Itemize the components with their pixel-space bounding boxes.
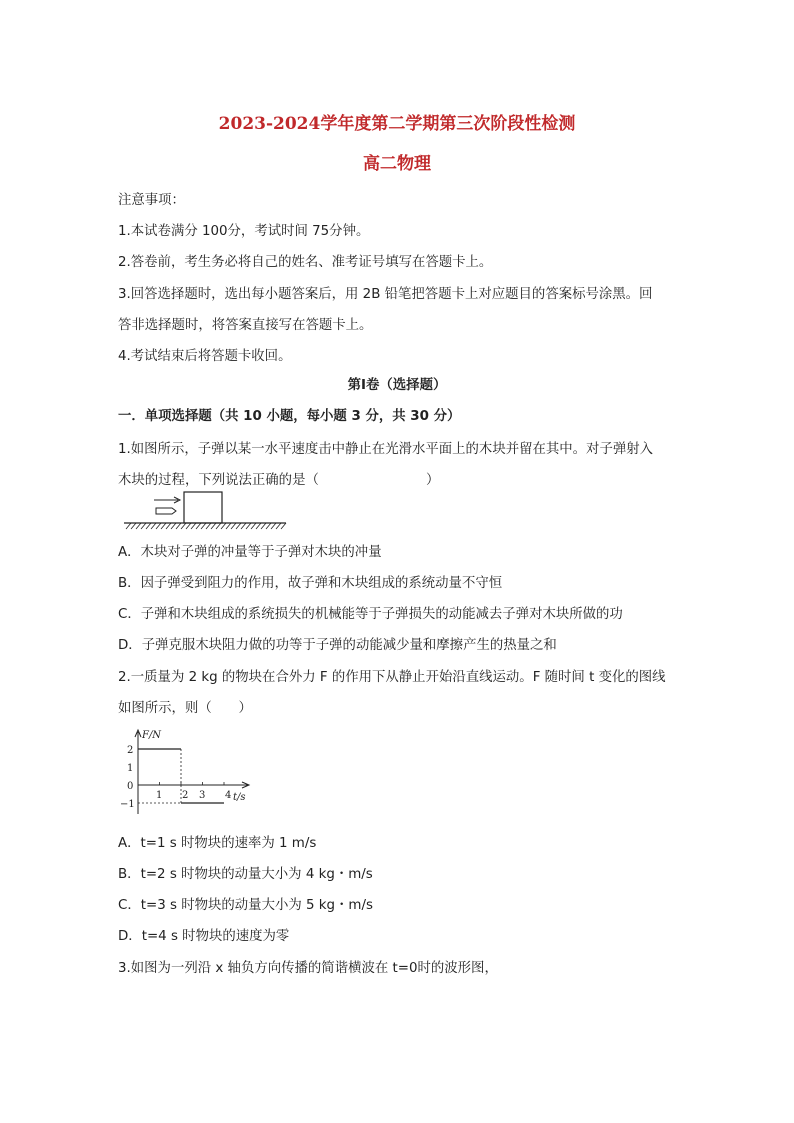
q1-option-d: D．子弹克服木块阻力做的功等于子弹的动能减少量和摩擦产生的热量之和	[118, 638, 557, 653]
q2-option-d: D．t=4 s 时物块的速度为零	[118, 929, 290, 944]
q1-stem: 1.如图所示，子弹以某一水平速度击中静止在光滑水平面上的木块并留在其中。对子弹射入	[118, 442, 654, 457]
hatch-mark	[181, 523, 186, 529]
hatch-mark	[211, 523, 216, 529]
hatch-mark	[261, 523, 266, 529]
ground-hatch	[126, 523, 286, 529]
q3-stem: 3.如图为一列沿 x 轴负方向传播的简谐横波在 t=0时的波形图，	[118, 961, 498, 976]
hatch-mark	[271, 523, 276, 529]
y-tick-label: 1	[127, 763, 134, 774]
hatch-mark	[171, 523, 176, 529]
bullet	[156, 508, 176, 514]
q2-option-c: C．t=3 s 时物块的动量大小为 5 kg・m/s	[118, 898, 373, 913]
q1-option-b: B．因子弹受到阻力的作用，故子弹和木块组成的系统动量不守恒	[118, 576, 503, 591]
hatch-mark	[276, 523, 281, 529]
exam-title: 2023-2024学年度第二学期第三次阶段性检测	[218, 114, 576, 134]
ft-plot-lines	[138, 749, 224, 803]
q1-figure	[120, 490, 290, 532]
hatch-mark	[136, 523, 141, 529]
notice-heading: 注意事项：	[118, 193, 185, 208]
part-title: 一．单项选择题（共 10 小题，每小题 3 分，共 30 分）	[118, 409, 461, 424]
q2-ft-graph	[118, 726, 263, 816]
x-tick-label: 4	[225, 790, 232, 801]
y-tick-label: −1	[120, 799, 135, 810]
section-title: 第Ⅰ卷（选择题）	[347, 378, 447, 393]
y-tick-label: 2	[127, 745, 134, 756]
y-axis-label: F/N	[142, 730, 162, 741]
notice-item: 4.考试结束后将答题卡收回。	[118, 349, 292, 364]
q1-stem: 木块的过程，下列说法正确的是（ ）	[118, 473, 440, 488]
subject-title: 高二物理	[363, 154, 431, 174]
hatch-mark	[241, 523, 246, 529]
x-axis-label: t/s	[233, 792, 246, 803]
hatch-mark	[221, 523, 226, 529]
hatch-mark	[236, 523, 241, 529]
hatch-mark	[231, 523, 236, 529]
hatch-mark	[281, 523, 286, 529]
wood-block	[184, 492, 222, 523]
hatch-mark	[176, 523, 181, 529]
hatch-mark	[141, 523, 146, 529]
notice-item: 3.回答选择题时，选出每小题答案后，用 2B 铅笔把答题卡上对应题目的答案标号涂黑。回	[118, 287, 653, 302]
q1-option-a: A．木块对子弹的冲量等于子弹对木块的冲量	[118, 545, 382, 560]
notice-item: 答非选择题时，将答案直接写在答题卡上。	[118, 318, 373, 333]
hatch-mark	[156, 523, 161, 529]
hatch-mark	[186, 523, 191, 529]
hatch-mark	[151, 523, 156, 529]
notice-item: 2.答卷前，考生务必将自己的姓名、准考证号填写在答题卡上。	[118, 255, 493, 270]
hatch-mark	[196, 523, 201, 529]
q2-stem: 如图所示，则（ ）	[118, 701, 252, 716]
q2-option-a: A．t=1 s 时物块的速率为 1 m/s	[118, 836, 317, 851]
x-tick-label: 3	[199, 790, 206, 801]
hatch-mark	[166, 523, 171, 529]
notice-item: 1.本试卷满分 100分，考试时间 75分钟。	[118, 224, 370, 239]
hatch-mark	[201, 523, 206, 529]
hatch-mark	[131, 523, 136, 529]
hatch-mark	[251, 523, 256, 529]
hatch-mark	[126, 523, 131, 529]
q2-option-b: B．t=2 s 时物块的动量大小为 4 kg・m/s	[118, 867, 373, 882]
hatch-mark	[146, 523, 151, 529]
hatch-mark	[161, 523, 166, 529]
hatch-mark	[226, 523, 231, 529]
q2-stem: 2.一质量为 2 kg 的物块在合外力 F 的作用下从静止开始沿直线运动。F 随时间 t 变化的图线	[118, 670, 666, 685]
x-tick-label: 1	[156, 790, 163, 801]
hatch-mark	[266, 523, 271, 529]
hatch-mark	[256, 523, 261, 529]
hatch-mark	[216, 523, 221, 529]
hatch-mark	[246, 523, 251, 529]
q1-option-c: C．子弹和木块组成的系统损失的机械能等于子弹损失的动能减去子弹对木块所做的功	[118, 607, 623, 622]
y-tick-label: 0	[127, 781, 134, 792]
hatch-mark	[206, 523, 211, 529]
hatch-mark	[191, 523, 196, 529]
x-tick-label: 2	[182, 790, 189, 801]
